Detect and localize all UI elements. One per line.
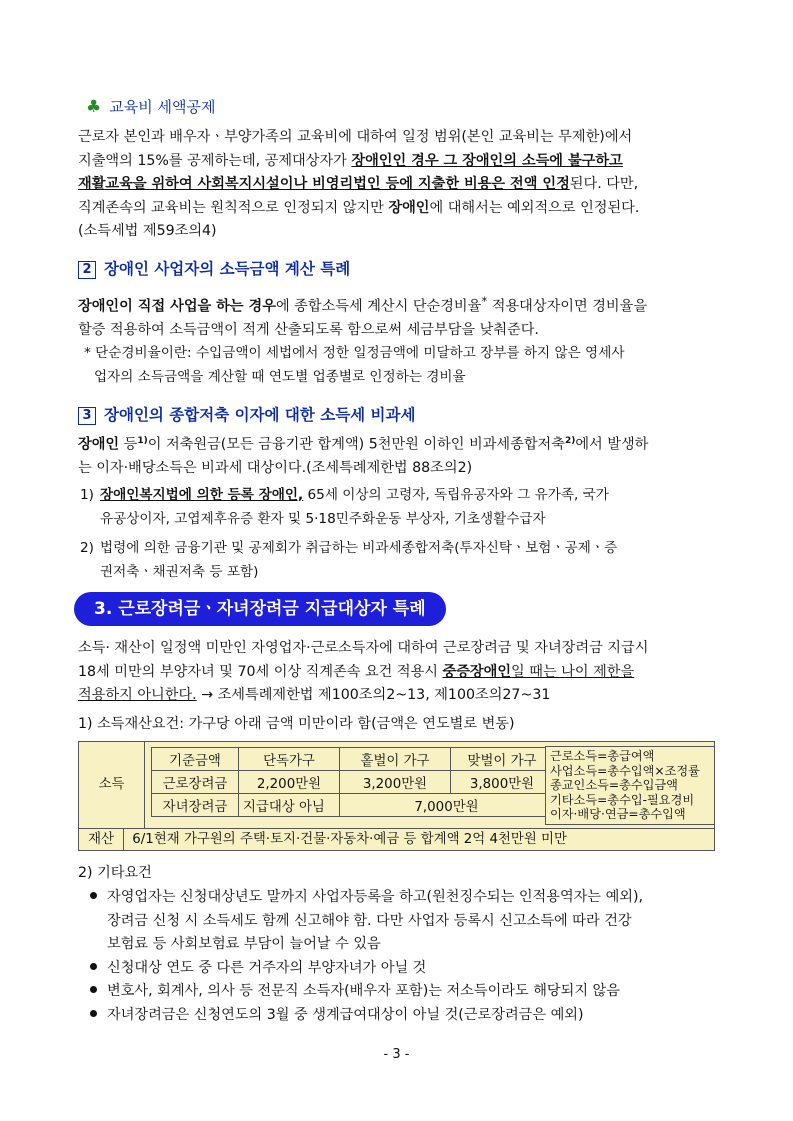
table-row: 근로장려금 2,200만원 3,200만원 3,800만원 <box>152 771 554 794</box>
other-requirements-list: 자영업자는 신청대상년도 말까지 사업자등록을 하고(원천징수되는 인적용역자는 예외), 장려금 신청 시 소득세도 함께 신고해야 함. 다만 사업자 등록시 신고소득에 따라 건강 보험료 등 사회보험료 부담이 늘어날 수 있음 신청대상 연도 중 다른 거주자의 부양자녀가 아닐 것 변호사, 회계사, 의사 등 전문직 소득자(배우자 포함)는 저소득이라도 해당되지 않음 자녀장려금은 신청연도의 3월 중 생계급여대상이 아닐 것(근로장려금은 예외) <box>90 886 643 1027</box>
asset-row <box>79 828 714 851</box>
section-2-footnote: * 단순경비율이란: 수입금액이 세법에서 정한 일정금액에 미달하고 장부를 하지 않은 영세사 업자의 소득금액을 계산할 때 연도별 업종별로 인정하는 경비율 <box>84 345 625 385</box>
bullet-icon <box>90 1010 97 1017</box>
criteria-table-box <box>78 741 715 851</box>
page-number: - 3 - <box>383 1047 410 1062</box>
club-icon: ♣ <box>86 97 102 117</box>
section-3-note-1: 1) 장애인복지법에 의한 등록 장애인, 65세 이상의 고령자, 독립유공자와 그 유가족, 국가 유공상이자, 고엽제후유증 환자 및 5·18민주화운동 부상자, 기초생활수급자 <box>80 487 609 527</box>
asset-label: 재산 <box>79 829 124 851</box>
other-requirements-title: 2) 기타요건 <box>78 865 152 881</box>
edu-heading: ♣ 교육비 세액공제 <box>86 97 216 117</box>
table-header-row: 기준금액 단독가구 홑벌이 가구 맞벌이 가구 <box>152 748 554 771</box>
section-3-heading: 3 장애인의 종합저축 이자에 대한 소득세 비과세 <box>78 403 415 425</box>
edu-paragraph: 근로자 본인과 배우자ㆍ부양가족의 교육비에 대하여 일정 범위(본인 교육비는 무제한)에서 지출액의 15%를 공제하는데, 공제대상자가 장애인인 경우 그 장애인의 소득에 불구하고 재활교육을 위하여 사회복지시설이나 비영리법인 등에 지출한 비용은 전액 인정된다. 다만, 직계존속의 교육비는 원칙적으로 인정되지 않지만 장애인에 대해서는 예외적으로 인정된다. (소득세법 제59조의4) <box>78 129 640 239</box>
bullet-icon <box>90 963 97 970</box>
list-item: 자녀장려금은 신청연도의 3월 중 생계급여대상이 아닐 것(근로장려금은 예외) <box>90 1004 643 1028</box>
income-label: 소득 <box>79 742 145 828</box>
section-4-paragraph: 소득· 재산이 일정액 미만인 자영업자·근로소득자에 대하여 근로장려금 및 자녀장려금 지급시 18세 미만의 부양자녀 및 70세 이상 직계존속 요건 적용시 중증장애인일 때는 나이 제한을 적용하지 아니한다. → 조세특례제한법 제100조의2~13, 제100조의27~31 <box>78 640 649 703</box>
list-item: 신청대상 연도 중 다른 거주자의 부양자녀가 아닐 것 <box>90 957 643 981</box>
list-item: 자영업자는 신청대상년도 말까지 사업자등록을 하고(원천징수되는 인적용역자는 예외), <box>90 886 643 910</box>
section-3-paragraph: 장애인 등$^{1)}$이 저축원금(모든 금융기관 합계액) 5천만원 이하인 비과세종합저축$^{2)}$에서 발생하 는 이자·배당소득은 비과세 대상이다.(조세특례제한법 88조의2) <box>78 436 649 477</box>
table-row: 자녀장려금 지급대상 아님 7,000만원 <box>152 794 554 817</box>
asset-text: 6/1현재 가구원의 주택·토지·건물·자동차·예금 등 합계액 2억 4천만원 미만 <box>132 832 567 847</box>
criteria-table <box>151 747 554 817</box>
income-asset-requirement: 1) 소득재산요건: 가구당 아래 금액 미만이라 함(금액은 연도별로 변동) <box>78 716 515 732</box>
section-4-title-pill: 3. 근로장려금ㆍ자녀장려금 지급대상자 특례 <box>74 592 446 626</box>
section-3-note-2: 2) 법령에 의한 금융기관 및 공제회가 취급하는 비과세종합저축(투자신탁ㆍ보험ㆍ공제ㆍ증 권저축ㆍ채권저축 등 포함) <box>80 540 618 580</box>
section-2-paragraph: 장애인이 직접 사업을 하는 경우에 종합소득세 계산시 단순경비율* 적용대상자이면 경비율을 할증 적용하여 소득금액이 적게 산출되도록 함으로써 세금부담을 낮춰준다. <box>78 294 648 339</box>
income-formula-box: 근로소득=총급여액 사업소득=총수입액×조정률 종교인소득=총수입금액 기타소득=총수입-필요경비 이자·배당·연금=총수입액 <box>545 746 715 825</box>
bullet-icon <box>90 892 97 899</box>
bullet-icon <box>90 986 97 993</box>
list-item: 변호사, 회계사, 의사 등 전문직 소득자(배우자 포함)는 저소득이라도 해당되지 않음 <box>90 980 643 1004</box>
section-2-heading: 2 장애인 사업자의 소득금액 계산 특례 <box>78 257 350 279</box>
